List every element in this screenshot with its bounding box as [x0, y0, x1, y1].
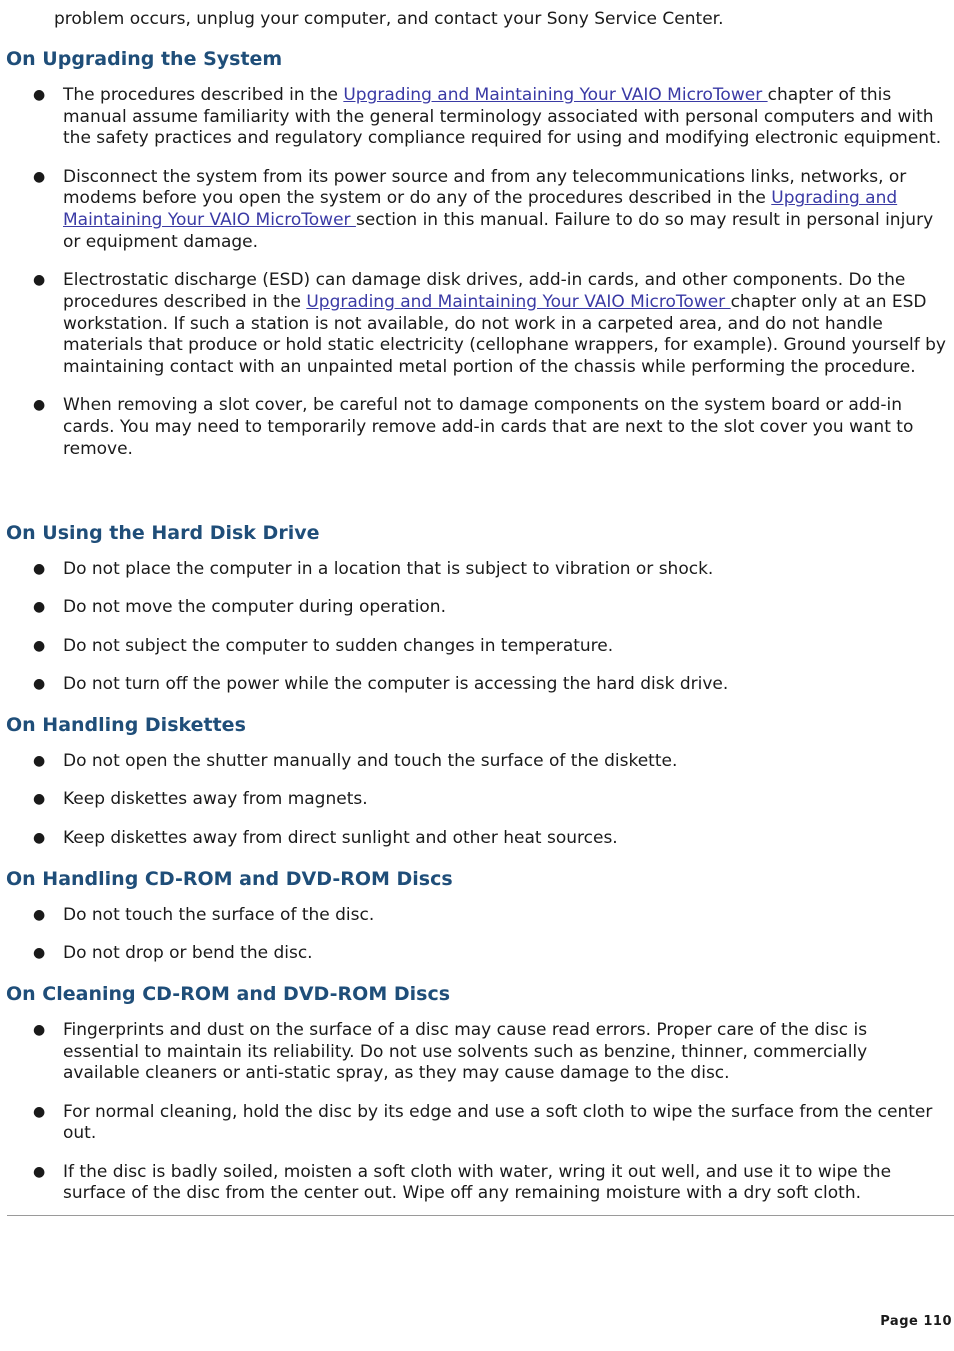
chapter-link[interactable]: Upgrading and Maintaining Your VAIO MicroTower [343, 85, 768, 105]
bullet-icon: ● [33, 272, 46, 289]
list-item: ● The procedures described in the Upgrading and Maintaining Your VAIO MicroTower chapter of this manual assume familiarity with the general terminology associated with personal computers and with the safety practices and regulatory compliance required for using and modifying electronic equipment. [33, 85, 942, 149]
bullet-icon: ● [33, 675, 46, 692]
section-heading: On Upgrading the System [6, 48, 283, 70]
bullet-list [0, 1020, 954, 1205]
bullet-icon: ● [33, 907, 46, 923]
bullet-icon: ● [33, 397, 46, 414]
list-item: ● Do not subject the computer to sudden changes in temperature. [33, 635, 614, 656]
bullet-icon: ● [33, 829, 46, 846]
bullet-list [0, 751, 954, 849]
list-item: ● Do not drop or bend the disc. [33, 943, 313, 964]
list-item: ● Do not turn off the power while the computer is accessing the hard disk drive. [33, 673, 729, 694]
list-item: ● Keep diskettes away from magnets. [33, 789, 368, 810]
bullet-list [0, 559, 954, 696]
section-heading: On Handling CD-ROM and DVD-ROM Discs [6, 868, 453, 890]
list-item: ● Do not touch the surface of the disc. [33, 905, 375, 925]
chapter-link[interactable]: Upgrading and Maintaining Your VAIO MicroTower [63, 188, 898, 231]
bullet-icon: ● [33, 561, 46, 577]
section-heading: On Cleaning CD-ROM and DVD-ROM Discs [6, 983, 451, 1005]
section-handling-discs [0, 867, 954, 965]
bullet-list [0, 905, 954, 965]
bullet-icon: ● [33, 637, 46, 654]
bullet-icon: ● [33, 1022, 46, 1038]
list-item: ● When removing a slot cover, be careful not to damage components on the system board or add-in cards. You may need to temporarily remove add-in cards that are next to the slot cover you want to remove. [33, 395, 914, 459]
list-item: ● Keep diskettes away from direct sunlight and other heat sources. [33, 827, 618, 848]
page-number: Page 110 [880, 1314, 952, 1329]
bullet-icon: ● [33, 945, 46, 962]
bullet-icon: ● [33, 168, 46, 185]
bullet-icon: ● [33, 791, 46, 808]
section-heading: On Handling Diskettes [6, 714, 246, 736]
section-heading: On Using the Hard Disk Drive [6, 522, 320, 544]
bullet-icon: ● [33, 87, 46, 103]
lead-paragraph: problem occurs, unplug your computer, and contact your Sony Service Center. [54, 9, 724, 29]
section-hard-disk [0, 521, 954, 696]
section-diskettes [0, 713, 954, 849]
list-item: ● Do not move the computer during operation. [33, 597, 446, 618]
section-cleaning-discs [0, 982, 954, 1205]
chapter-link[interactable]: Upgrading and Maintaining Your VAIO MicroTower [306, 291, 731, 312]
footer-divider [7, 1215, 954, 1216]
list-item: ● Do not open the shutter manually and touch the surface of the diskette. [33, 751, 678, 771]
list-item: ● Electrostatic discharge (ESD) can damage disk drives, add-in cards, and other components. Do the procedures described in the Upgrading and Maintaining Your VAIO MicroTower chapter only at an ESD workstation. If such a station is not available, do not work in a carpeted area, and do not handle materials that produce or hold static electricity (cellophane wrappers, for example). Ground yourself by maintaining contact with an unpainted metal portion of the chassis while performing the procedure. [33, 270, 946, 377]
list-item: ● If the disc is badly soiled, moisten a soft cloth with water, wring it out well, and use it to wipe the surface of the disc from the center out. Wipe off any remaining moisture with a dry soft cloth. [33, 1161, 892, 1204]
list-item: ● Disconnect the system from its power source and from any telecommunications links, networks, or modems before you open the system or do any of the procedures described in the Upgrading and Maintaining Your VAIO MicroTower section in this manual. Failure to do so may result in personal injury or equipment damage. [33, 166, 934, 252]
list-item: ● For normal cleaning, hold the disc by its edge and use a soft cloth to wipe the surface from the center out. [33, 1101, 933, 1144]
bullet-list [0, 85, 954, 460]
bullet-icon: ● [33, 753, 46, 769]
bullet-icon: ● [33, 599, 46, 616]
bullet-icon: ● [33, 1103, 46, 1120]
bullet-icon: ● [33, 1163, 46, 1180]
section-upgrading [0, 47, 954, 460]
list-item: ● Do not place the computer in a location that is subject to vibration or shock. [33, 559, 714, 579]
list-item: ● Fingerprints and dust on the surface of a disc may cause read errors. Proper care of the disc is essential to maintain its reliability. Do not use solvents such as benzine, thinner, commercially available cleaners or anti-static spray, as they may cause damage to the disc. [33, 1020, 868, 1084]
